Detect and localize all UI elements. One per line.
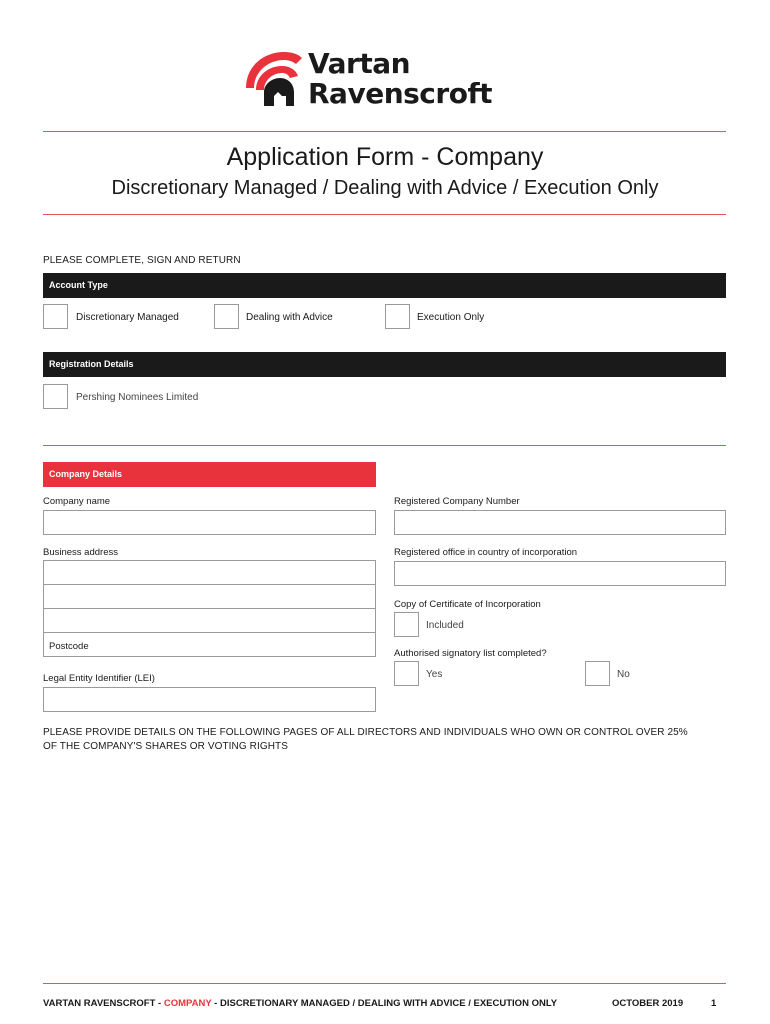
account-type-heading: Account Type (43, 273, 726, 298)
dealing-with-advice-label: Dealing with Advice (246, 312, 333, 323)
brand-line-2: Ravenscroft (308, 77, 493, 110)
registered-number-field[interactable] (394, 510, 726, 535)
footer-account-types: - DISCRETIONARY MANAGED / DEALING WITH ADVICE / EXECUTION ONLY (211, 998, 558, 1009)
top-divider (43, 131, 726, 132)
discretionary-managed-label: Discretionary Managed (76, 312, 179, 323)
page-title: Application Form - Company (226, 143, 544, 171)
footer-text (43, 998, 557, 1009)
signatory-yes-label: Yes (426, 669, 443, 680)
registered-office-field[interactable] (394, 561, 726, 586)
business-address-line-1[interactable] (43, 560, 376, 585)
section-divider (43, 445, 726, 446)
signatory-no-label: No (617, 669, 630, 680)
company-details-heading: Company Details (43, 462, 376, 487)
lei-field[interactable] (43, 687, 376, 712)
notice-line-2: OF THE COMPANY'S SHARES OR VOTING RIGHTS (43, 741, 289, 752)
header-divider (43, 214, 726, 215)
footer-date: OCTOBER 2019 (612, 998, 684, 1009)
signatory-label: Authorised signatory list completed? (394, 648, 547, 659)
company-name-label: Company name (43, 496, 111, 507)
footer-company: COMPANY (163, 998, 212, 1009)
business-address-line-2[interactable] (43, 584, 376, 609)
signatory-yes-checkbox[interactable] (394, 661, 419, 686)
company-name-field[interactable] (43, 510, 376, 535)
footer-divider (43, 983, 726, 984)
business-address-label: Business address (43, 547, 118, 558)
pershing-nominees-checkbox[interactable] (43, 384, 68, 409)
signatory-no-checkbox[interactable] (585, 661, 610, 686)
notice-line-1: PLEASE PROVIDE DETAILS ON THE FOLLOWING PAGES OF ALL DIRECTORS AND INDIVIDUALS WHO OWN OR CONTROL OVER 25% (43, 727, 688, 738)
certificate-label: Copy of Certificate of Incorporation (394, 599, 541, 610)
execution-only-checkbox[interactable] (385, 304, 410, 329)
discretionary-managed-checkbox[interactable] (43, 304, 68, 329)
postcode-label: Postcode (49, 641, 89, 652)
brand-line-1: Vartan (308, 47, 411, 80)
lei-label: Legal Entity Identifier (LEI) (43, 673, 155, 684)
brand-logo (240, 48, 530, 110)
page-number: 1 (711, 998, 717, 1009)
execution-only-label: Execution Only (417, 312, 485, 323)
postcode-field[interactable] (43, 632, 376, 657)
registered-office-label: Registered office in country of incorporation (394, 547, 578, 558)
pershing-nominees-label: Pershing Nominees Limited (76, 392, 199, 403)
page-subtitle: Discretionary Managed / Dealing with Advice / Execution Only (111, 177, 659, 199)
registration-details-heading: Registration Details (43, 352, 726, 377)
certificate-included-label: Included (426, 620, 464, 631)
certificate-included-checkbox[interactable] (394, 612, 419, 637)
business-address-line-3[interactable] (43, 608, 376, 633)
dealing-with-advice-checkbox[interactable] (214, 304, 239, 329)
footer-brand: VARTAN RAVENSCROFT - (43, 998, 164, 1009)
registered-number-label: Registered Company Number (394, 496, 520, 507)
helmet-logo-icon (240, 48, 304, 108)
instruction-text: PLEASE COMPLETE, SIGN AND RETURN (43, 255, 241, 266)
